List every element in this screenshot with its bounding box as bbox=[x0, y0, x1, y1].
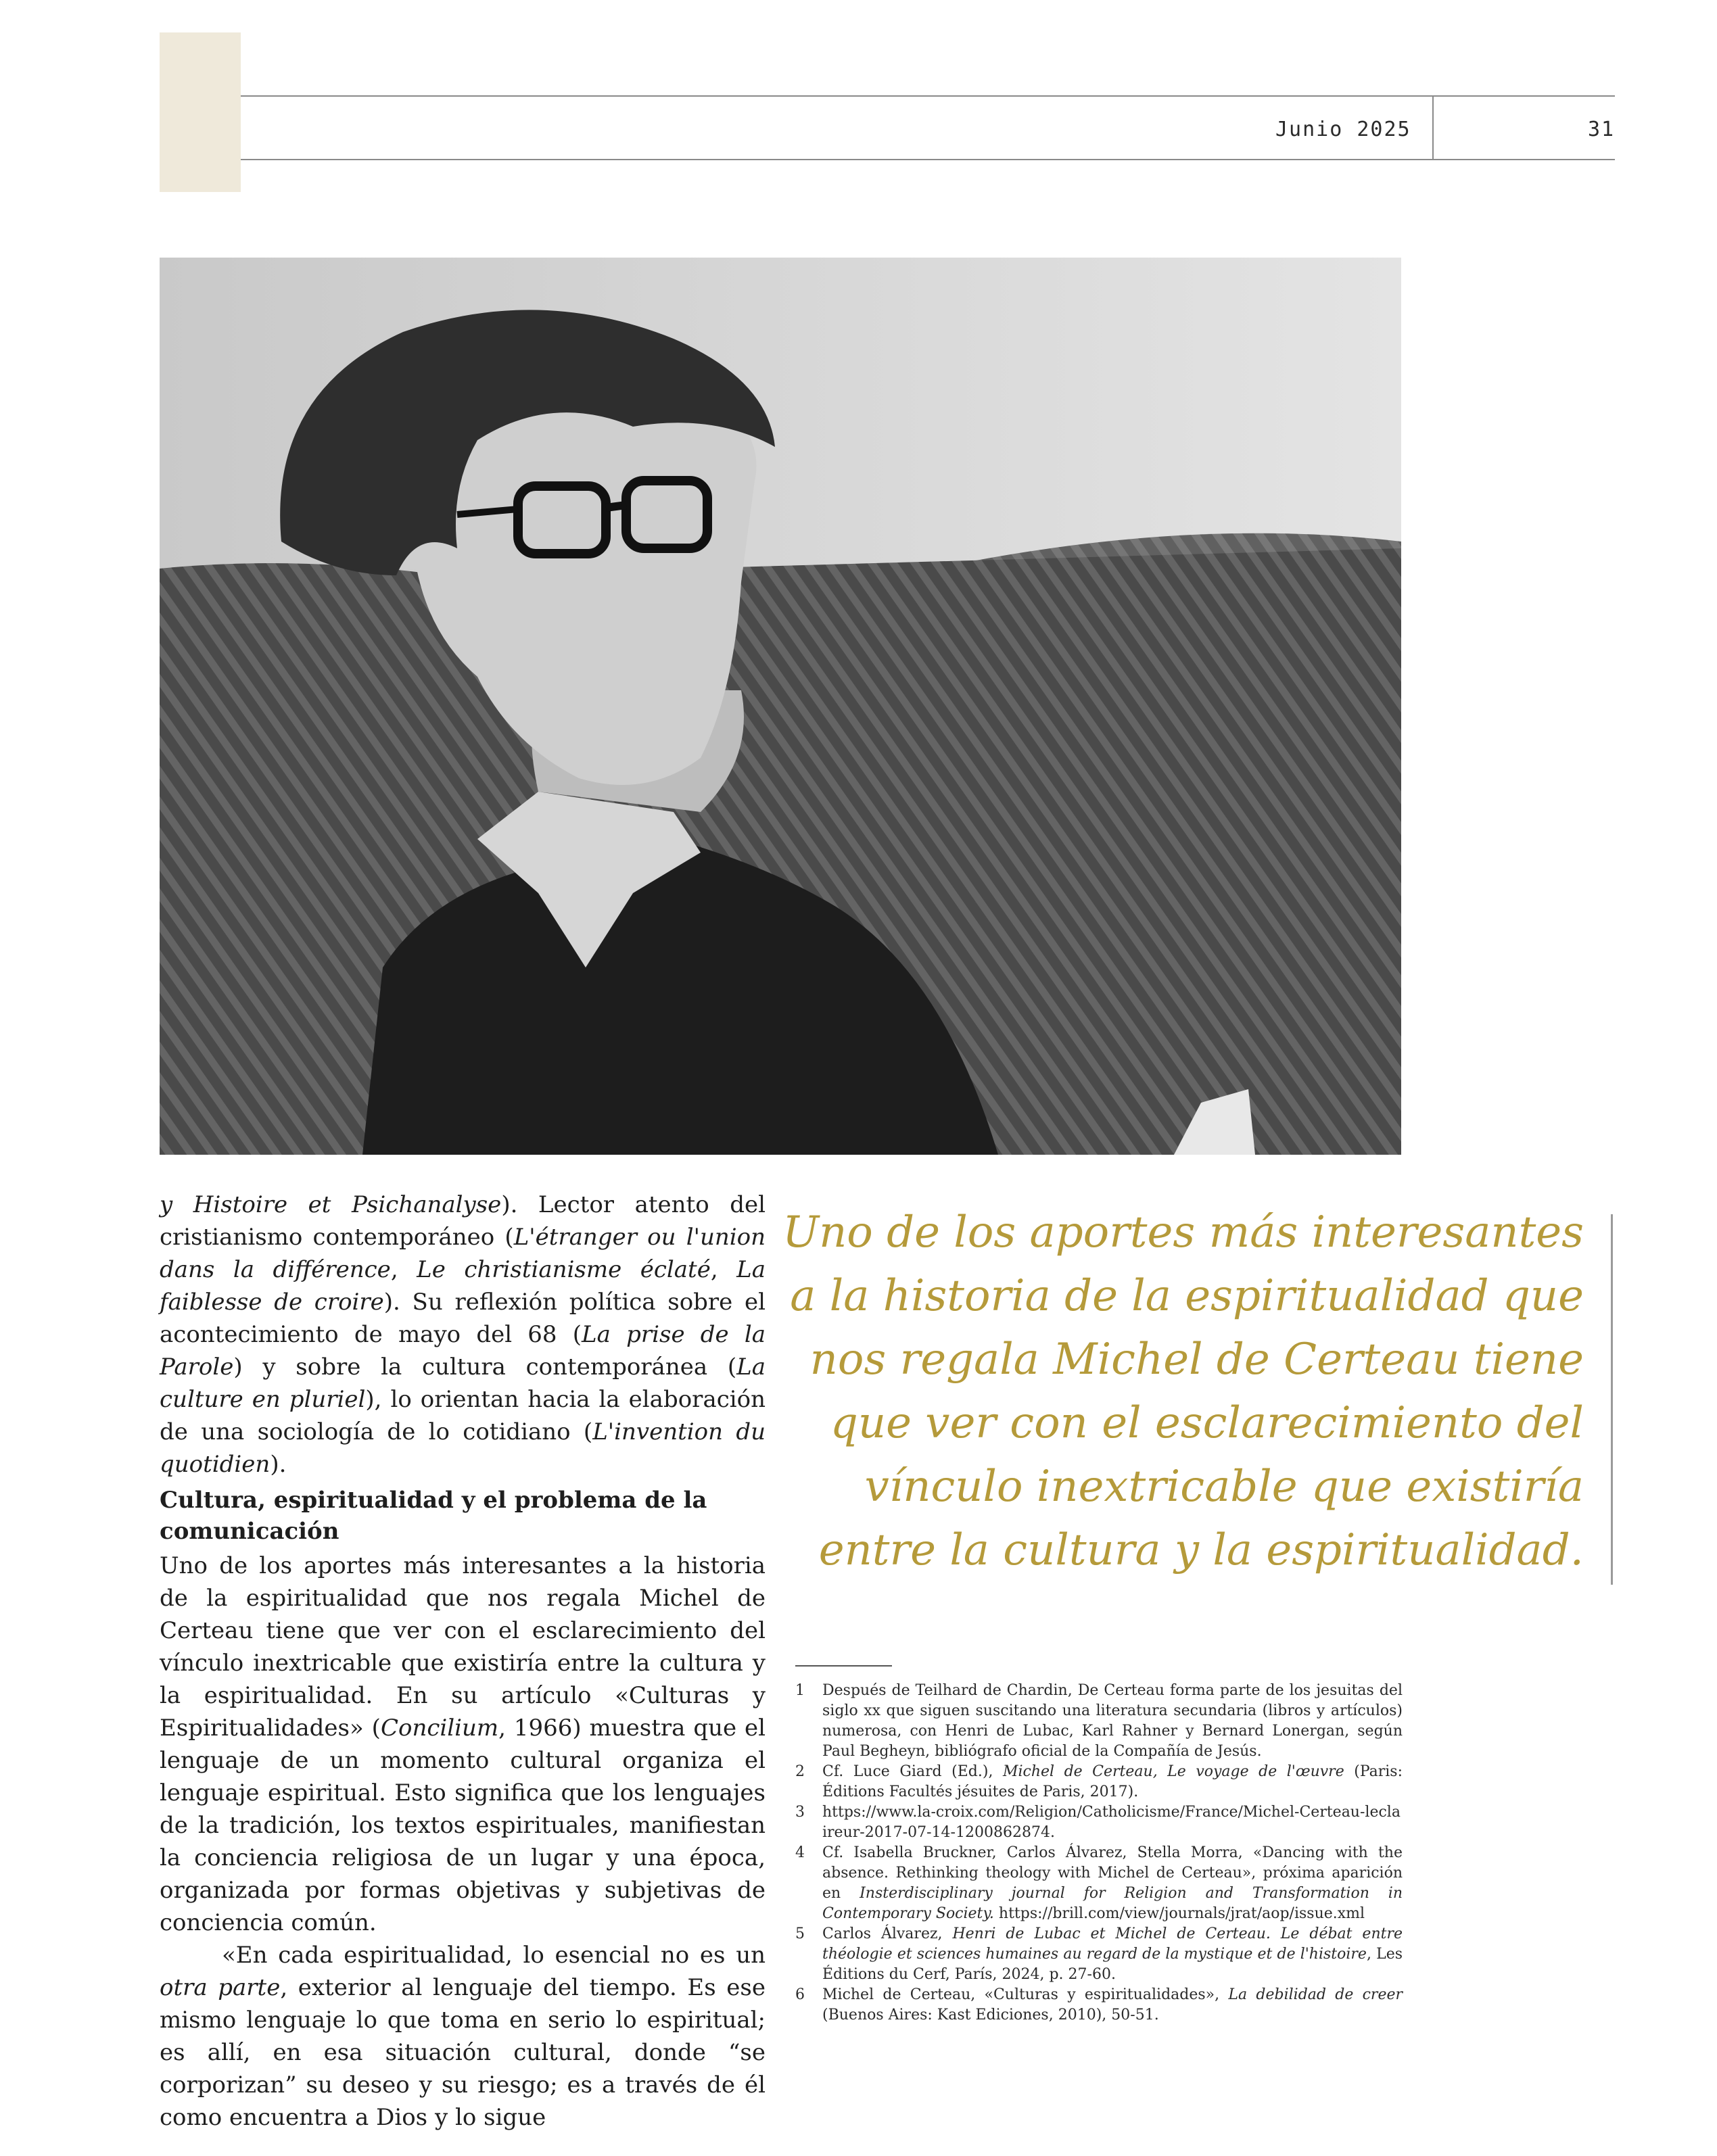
footnote-text-b: Henri de Lubac et Michel de Certeau. Le débat entre théologie et sciences humaines au regard de la mystique et de l'histoire bbox=[822, 1925, 1403, 1963]
body-p1-text-c: , 1966) muestra que el lenguaje de un momento cultural organiza el lenguaje espiritual. Esto significa que los lenguajes de la tradición, los textos espirituales, manifiestan la conciencia religiosa de un lugar y una época, organizada por formas objetivas y subjetivas de conciencia común. bbox=[160, 1715, 766, 1936]
page-number: 31 bbox=[1588, 118, 1616, 141]
intro-text-13: L'invention du quotidien bbox=[160, 1418, 766, 1478]
footnote bbox=[795, 1762, 1403, 1802]
intro-text-1: y Histoire et Psichanalyse bbox=[160, 1191, 502, 1218]
body-p2-text-b: otra parte bbox=[160, 1974, 281, 2001]
portrait-photo bbox=[160, 258, 1401, 1155]
footnote-text bbox=[822, 1843, 1403, 1924]
intro-text-10: ) y sobre la cultura contemporánea ( bbox=[233, 1354, 737, 1381]
footnote bbox=[795, 1924, 1403, 1985]
pull-quote: Uno de los aportes más interesantes a la historia de la espiritualidad que nos regala Michel de Certeau tiene que ver con el esclarecimiento del vínculo inextricable que existiría entre la cultura y la espiritualidad. bbox=[782, 1207, 1584, 1575]
footnote-text-a: Michel de Certeau, «Culturas y espiritualidades», bbox=[822, 1986, 1229, 2003]
intro-text-11: La culture en pluriel bbox=[160, 1354, 766, 1413]
footnote-number: 6 bbox=[795, 1986, 805, 2003]
footnote-text bbox=[822, 1924, 1403, 1985]
intro-text-6: , bbox=[710, 1256, 737, 1283]
intro-text-5: Le christianisme éclaté bbox=[417, 1256, 711, 1283]
footnote-text-c: (Buenos Aires: Kast Ediciones, 2010), 50-51. bbox=[822, 2007, 1159, 2023]
footnote-text bbox=[822, 1802, 1403, 1843]
intro-text-2: ). Lector atento del cristianismo contemporáneo ( bbox=[160, 1191, 766, 1251]
footnote bbox=[795, 1681, 1403, 1762]
footnote-number: 3 bbox=[795, 1804, 805, 1821]
header-top-rule bbox=[241, 95, 1615, 97]
footnote bbox=[795, 1802, 1403, 1843]
footnote-text-c: , Les Éditions du Cerf, París, 2024, p. 27-60. bbox=[822, 1946, 1403, 1983]
body-p1-text-b: Concilium bbox=[380, 1715, 499, 1742]
body-p2-text-a: «En cada espiritualidad, lo esencial no es un bbox=[222, 1942, 766, 1969]
footnote-number: 2 bbox=[795, 1763, 805, 1780]
footnote-text bbox=[822, 1762, 1403, 1802]
header-bottom-rule bbox=[241, 159, 1615, 160]
footnote bbox=[795, 1985, 1403, 2026]
body-p2-text-c: , exterior al lenguaje del tiempo. Es ese mismo lenguaje lo que toma en serio lo espiritual; es allí, en esa situación cultural, donde “se corporizan” su deseo y su riesgo; es a través de él como encuentra a Dios y lo sigue bbox=[160, 1974, 766, 2131]
pull-quote-bar bbox=[1611, 1214, 1613, 1585]
intro-paragraph bbox=[160, 1189, 766, 1481]
intro-text-4: , bbox=[390, 1256, 417, 1283]
header-divider bbox=[1432, 95, 1434, 160]
issue-date: Junio 2025 bbox=[1275, 118, 1411, 141]
corner-tab bbox=[160, 32, 241, 192]
footnote-text-b: La debilidad de creer bbox=[1228, 1986, 1403, 2003]
footnote-text-a: Después de Teilhard de Chardin, De Certeau forma parte de los jesuitas del siglo xx que siguen suscitando una literatura secundaria (libros y artículos) numerosa, con Henri de Lubac, Karl Rahner y Bernard Lonergan, según Paul Begheyn, bibliógrafo oficial de la Compañía de Jesús. bbox=[822, 1682, 1403, 1760]
footnote-text-b: Michel de Certeau, Le voyage de l'œuvre bbox=[1002, 1763, 1344, 1780]
section-heading: Cultura, espiritualidad y el problema de la comunicación bbox=[160, 1487, 707, 1545]
footnote-number: 4 bbox=[795, 1844, 805, 1861]
footnote-text-a: Cf. Isabella Bruckner, Carlos Álvarez, Stella Morra, «Dancing with the absence. Rethinking theology with Michel de Certeau», próxima aparición en bbox=[822, 1844, 1403, 1902]
intro-text-14: ). bbox=[270, 1451, 287, 1478]
intro-text-3: L'étranger ou l'union dans la différence bbox=[160, 1224, 766, 1283]
footnote-text-c[interactable]: https://brill.com/view/journals/jrat/aop/issue.xml bbox=[993, 1905, 1365, 1922]
footnote-text-a[interactable]: https://www.la-croix.com/Religion/Catholicisme/France/Michel-Certeau-leclaireur-2017-07-14-1200862874. bbox=[822, 1804, 1401, 1841]
footnote bbox=[795, 1843, 1403, 1924]
footnote-text-a: Cf. Luce Giard (Ed.), bbox=[822, 1763, 1003, 1780]
body-p1-text-a: Uno de los aportes más interesantes a la historia de la espiritualidad que nos regala Michel de Certeau tiene que ver con el esclarecimiento del vínculo inextricable que existiría entre la cultura y la espiritualidad. En su artículo «Culturas y Espiritualidades» ( bbox=[160, 1552, 766, 1742]
footnotes bbox=[795, 1681, 1403, 2026]
footnote-text-a: Carlos Álvarez, bbox=[822, 1925, 953, 1942]
body-paragraph-1 bbox=[160, 1550, 766, 1939]
body-paragraph-2 bbox=[160, 1939, 766, 2134]
footnote-rule bbox=[795, 1665, 892, 1667]
intro-text-7: La faiblesse de croire bbox=[160, 1256, 766, 1316]
footnote-number: 5 bbox=[795, 1925, 805, 1942]
intro-text-12: ), lo orientan hacia la elaboración de una sociología de lo cotidiano ( bbox=[160, 1386, 766, 1445]
footnote-number: 1 bbox=[795, 1682, 805, 1699]
footnote-text bbox=[822, 1985, 1403, 2026]
intro-text-9: La prise de la Parole bbox=[160, 1321, 766, 1381]
portrait-illustration bbox=[160, 258, 1401, 1155]
intro-text-8: ). Su reflexión política sobre el acontecimiento de mayo del 68 ( bbox=[160, 1289, 766, 1348]
section-body bbox=[160, 1550, 766, 2134]
footnote-text bbox=[822, 1681, 1403, 1762]
footnote-text-c: (Paris: Éditions Facultés jésuites de Paris, 2017). bbox=[822, 1763, 1403, 1800]
footnote-text-b: Insterdisciplinary journal for Religion and Transformation in Contemporary Society. bbox=[822, 1885, 1403, 1922]
